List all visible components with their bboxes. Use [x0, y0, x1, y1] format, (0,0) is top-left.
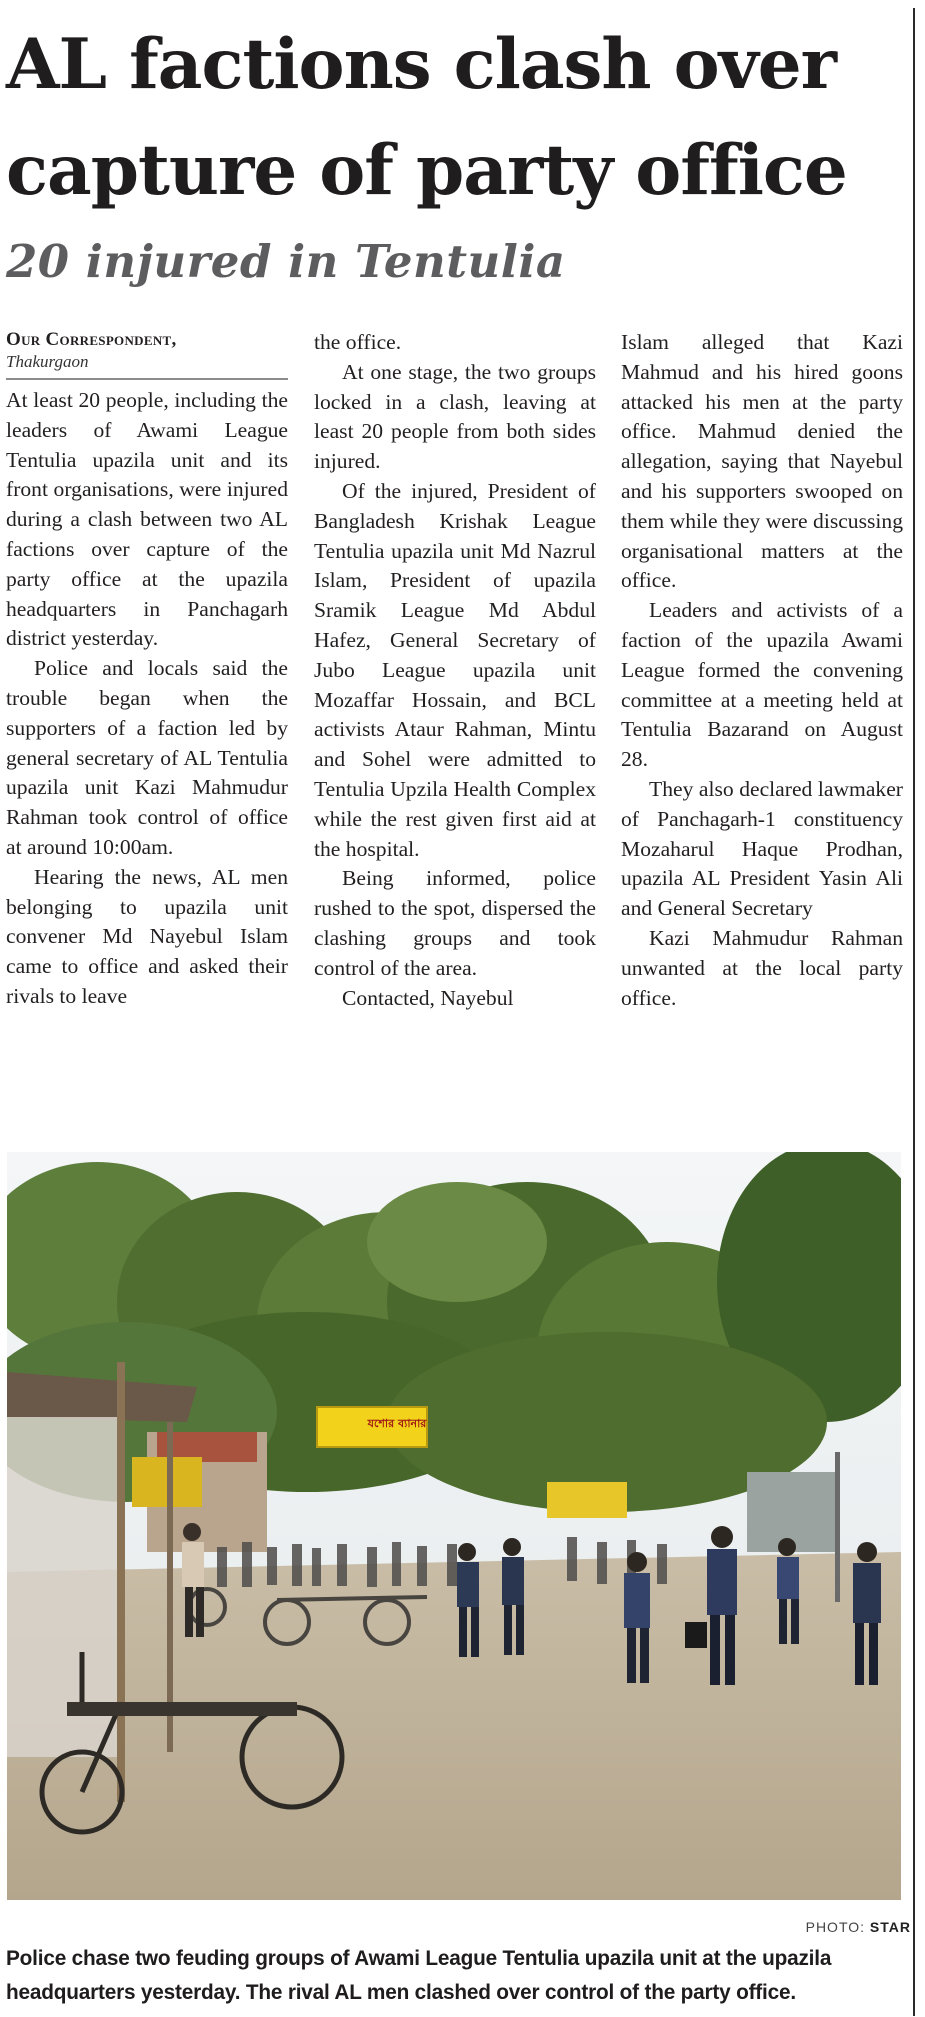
- byline: Our Correspondent,: [6, 329, 177, 350]
- paragraph: Leaders and activists of a faction of the upazila Awami League formed the convening committee at a meeting held at Tentulia Bazarand on August 28.: [621, 598, 903, 772]
- yellow-banner: [547, 1482, 627, 1518]
- paragraph: Islam alleged that Kazi Mahmud and his hired goons attacked his men at the party office. Mahmud denied the allegation, saying that Nayebul and his supporters swooped on them while they were discussing organisational matters at the office.: [621, 330, 903, 593]
- headline-line-2: capture of party office: [6, 130, 847, 211]
- news-photo: [7, 1152, 901, 1900]
- paragraph: At least 20 people, including the leaders of Awami League Tentulia upazila unit and its front organisations, were injured during a clash between two AL factions over capture of the party office at the upazila headquarters in Panchagarh district yesterday.: [6, 388, 288, 651]
- paragraph: At one stage, the two groups locked in a clash, leaving at least 20 people from both sides injured.: [314, 359, 596, 474]
- subheadline: 20 injured in Tentulia: [6, 235, 566, 288]
- article-column-1: [6, 328, 288, 1012]
- article-column-3: [621, 328, 903, 1013]
- byline-divider: [6, 378, 288, 380]
- roadside-shed: [7, 1362, 197, 1802]
- photo-caption: Police chase two feuding groups of Awami League Tentulia upazila unit at the upazila headquarters yesterday. The rival AL men clashed over control of the party office.: [6, 1947, 832, 2004]
- street-scene-illustration: [7, 1152, 901, 1900]
- photo-credit-prefix: PHOTO:: [805, 1919, 866, 1935]
- paragraph: Contacted, Nayebul: [342, 985, 514, 1010]
- headline: [6, 12, 911, 224]
- paragraph: Police and locals said the trouble began when the supporters of a faction led by general secretary of AL Tentulia upazila unit Kazi Mahmudur Rahman took control of office at around 10:00am.: [6, 656, 288, 859]
- byline-place: Thakurgaon: [6, 352, 89, 371]
- paragraph: the office.: [314, 330, 402, 354]
- article-column-2: [314, 328, 596, 1013]
- banner-text: যশোর ব্যানার: [367, 1417, 427, 1430]
- paragraph: Hearing the news, AL men belonging to upazila unit convener Md Nayebul Islam came to office and asked their rivals to leave: [6, 864, 288, 1008]
- photo-credit-source: STAR: [869, 1919, 911, 1935]
- paragraph: They also declared lawmaker of Panchagarh-1 constituency Mozaharul Haque Prodhan, upazila AL President Yasin Ali and General Secretary: [621, 776, 903, 921]
- paragraph: Of the injured, President of Bangladesh Krishak League Tentulia upazila unit Md Nazrul Islam, President of upazila Sramik League Md Abdul Hafez, General Secretary of Jubo League upazila unit Mozaffar Hossain, and BCL activists Ataur Rahman, Mintu and Sohel were admitted to Tentulia Upzila Health Complex while the rest given first aid at the hospital.: [314, 478, 596, 861]
- headline-line-1: AL factions clash over: [6, 24, 836, 105]
- paragraph: Kazi Mahmudur Rahman unwanted at the local party office.: [621, 925, 903, 1010]
- paragraph: Being informed, police rushed to the spot, dispersed the clashing groups and took control of the area.: [314, 866, 596, 980]
- photo-credit: [806, 1919, 911, 1935]
- column-rule: [913, 8, 915, 2016]
